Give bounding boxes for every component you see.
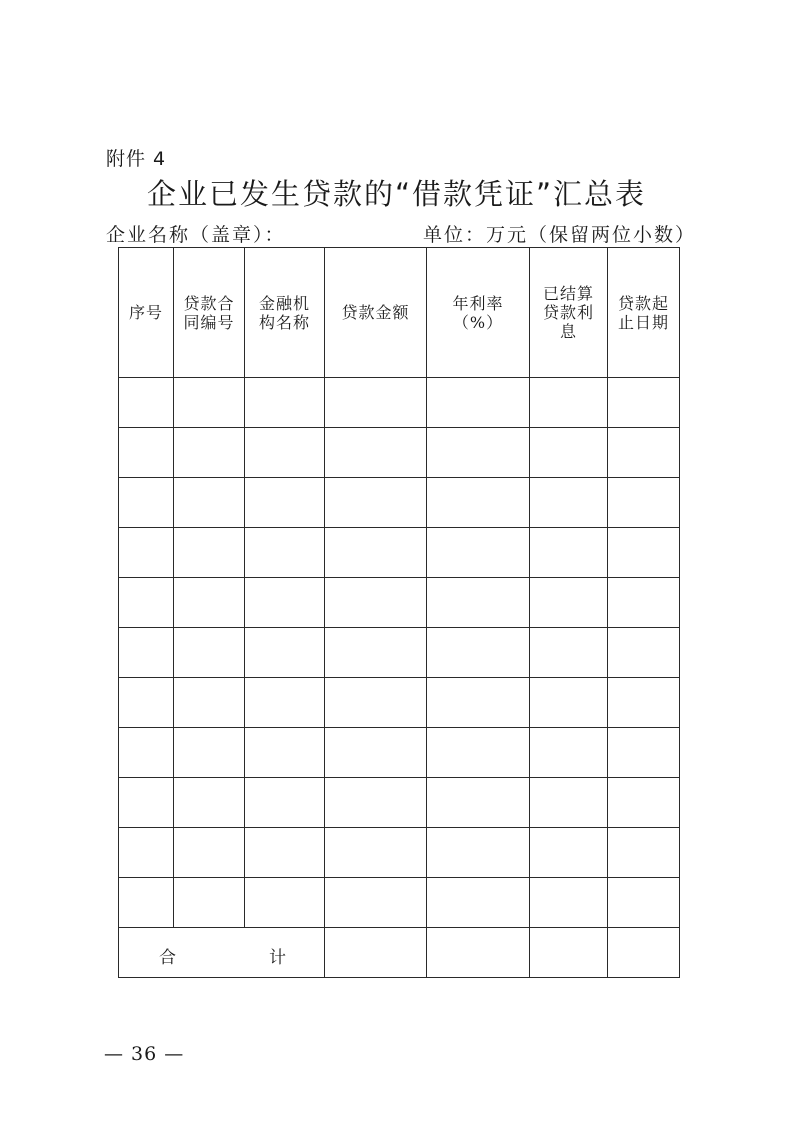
- table-row: [119, 528, 680, 578]
- header-rate-line: 年利率: [452, 293, 504, 313]
- cell-interest[interactable]: [530, 628, 608, 678]
- cell-period[interactable]: [608, 728, 680, 778]
- cell-institution[interactable]: [245, 678, 325, 728]
- cell-amount[interactable]: [325, 678, 427, 728]
- total-label-he: 合: [159, 948, 176, 968]
- cell-amount[interactable]: [325, 828, 427, 878]
- cell-institution[interactable]: [245, 378, 325, 428]
- table-row: [119, 878, 680, 928]
- cell-amount[interactable]: [325, 578, 427, 628]
- cell-institution[interactable]: [245, 828, 325, 878]
- cell-interest[interactable]: [530, 528, 608, 578]
- total-label-ji: 计: [269, 948, 286, 968]
- cell-seq[interactable]: [119, 828, 174, 878]
- cell-period[interactable]: [608, 428, 680, 478]
- cell-period[interactable]: [608, 878, 680, 928]
- cell-rate[interactable]: [427, 478, 530, 528]
- cell-seq[interactable]: [119, 728, 174, 778]
- header-interest: [530, 248, 608, 378]
- header-interest-line: 息: [559, 322, 577, 341]
- header-period-line: 止日期: [617, 312, 669, 332]
- cell-contract-no[interactable]: [174, 428, 245, 478]
- cell-contract-no[interactable]: [174, 828, 245, 878]
- cell-amount[interactable]: [325, 378, 427, 428]
- cell-interest[interactable]: [530, 478, 608, 528]
- cell-rate[interactable]: [427, 878, 530, 928]
- cell-contract-no[interactable]: [174, 478, 245, 528]
- company-name-label: 企业名称（盖章）：: [106, 224, 286, 246]
- cell-rate[interactable]: [427, 778, 530, 828]
- cell-seq[interactable]: [119, 778, 174, 828]
- header-period-line: 贷款起: [617, 293, 669, 313]
- cell-institution[interactable]: [245, 528, 325, 578]
- cell-seq[interactable]: [119, 378, 174, 428]
- cell-rate[interactable]: [427, 628, 530, 678]
- attachment-label: 附件 4: [106, 148, 167, 170]
- cell-interest[interactable]: [530, 778, 608, 828]
- cell-period[interactable]: [608, 528, 680, 578]
- header-institution: [245, 248, 325, 378]
- header-institution-line: 构名称: [258, 312, 310, 332]
- cell-seq[interactable]: [119, 878, 174, 928]
- page-number: — 36 —: [104, 1043, 185, 1065]
- cell-interest[interactable]: [530, 378, 608, 428]
- cell-institution[interactable]: [245, 728, 325, 778]
- cell-amount[interactable]: [325, 728, 427, 778]
- cell-contract-no[interactable]: [174, 578, 245, 628]
- cell-period[interactable]: [608, 828, 680, 878]
- cell-seq[interactable]: [119, 428, 174, 478]
- cell-amount[interactable]: [325, 778, 427, 828]
- header-interest-line: 贷款利: [542, 303, 594, 322]
- table-row: [119, 828, 680, 878]
- cell-institution[interactable]: [245, 878, 325, 928]
- cell-contract-no[interactable]: [174, 528, 245, 578]
- header-seq: [119, 248, 174, 378]
- cell-contract-no[interactable]: [174, 678, 245, 728]
- total-row: [119, 928, 680, 978]
- cell-amount[interactable]: [325, 428, 427, 478]
- cell-rate[interactable]: [427, 578, 530, 628]
- header-contract-no-line: 同编号: [183, 312, 235, 332]
- cell-rate[interactable]: [427, 828, 530, 878]
- header-contract-no: [174, 248, 245, 378]
- cell-interest[interactable]: [530, 828, 608, 878]
- cell-period[interactable]: [608, 578, 680, 628]
- cell-amount[interactable]: [325, 878, 427, 928]
- header-institution-line: 金融机: [258, 293, 310, 313]
- table-row: [119, 478, 680, 528]
- cell-amount[interactable]: [325, 628, 427, 678]
- total-rate-cell[interactable]: [427, 928, 530, 978]
- cell-amount[interactable]: [325, 478, 427, 528]
- cell-seq[interactable]: [119, 578, 174, 628]
- total-interest-cell[interactable]: [530, 928, 608, 978]
- document-title: 企业已发生贷款的“借款凭证”汇总表: [146, 177, 647, 211]
- cell-interest[interactable]: [530, 678, 608, 728]
- cell-institution[interactable]: [245, 578, 325, 628]
- cell-institution[interactable]: [245, 428, 325, 478]
- cell-seq[interactable]: [119, 678, 174, 728]
- table-row: [119, 428, 680, 478]
- total-label-cell: [119, 928, 325, 978]
- header-period: [608, 248, 680, 378]
- cell-interest[interactable]: [530, 878, 608, 928]
- total-period-cell[interactable]: [608, 928, 680, 978]
- cell-period[interactable]: [608, 478, 680, 528]
- cell-amount[interactable]: [325, 528, 427, 578]
- header-amount-line: 贷款金额: [341, 303, 410, 322]
- cell-seq[interactable]: [119, 528, 174, 578]
- cell-rate[interactable]: [427, 678, 530, 728]
- cell-interest[interactable]: [530, 578, 608, 628]
- header-row: [119, 248, 680, 378]
- cell-seq[interactable]: [119, 478, 174, 528]
- header-interest-line: 已结算: [542, 284, 594, 303]
- cell-period[interactable]: [608, 778, 680, 828]
- cell-institution[interactable]: [245, 628, 325, 678]
- cell-contract-no[interactable]: [174, 728, 245, 778]
- header-contract-no-line: 贷款合: [183, 293, 235, 313]
- cell-interest[interactable]: [530, 428, 608, 478]
- table-row: [119, 778, 680, 828]
- header-seq-line: 序号: [128, 303, 163, 322]
- loan-voucher-summary-table: [118, 247, 680, 978]
- table-row: [119, 628, 680, 678]
- cell-contract-no[interactable]: [174, 378, 245, 428]
- cell-seq[interactable]: [119, 628, 174, 678]
- cell-rate[interactable]: [427, 528, 530, 578]
- table-row: [119, 728, 680, 778]
- header-rate-line: （%）: [452, 312, 504, 332]
- table-row: [119, 678, 680, 728]
- cell-contract-no[interactable]: [174, 778, 245, 828]
- cell-contract-no[interactable]: [174, 878, 245, 928]
- header-amount: [325, 248, 427, 378]
- cell-rate[interactable]: [427, 728, 530, 778]
- cell-rate[interactable]: [427, 378, 530, 428]
- cell-period[interactable]: [608, 678, 680, 728]
- table-row: [119, 378, 680, 428]
- cell-period[interactable]: [608, 378, 680, 428]
- cell-institution[interactable]: [245, 778, 325, 828]
- cell-institution[interactable]: [245, 478, 325, 528]
- unit-label: 单位：万元（保留两位小数）: [423, 224, 697, 246]
- total-amount-cell[interactable]: [325, 928, 427, 978]
- table-row: [119, 578, 680, 628]
- table-body: [119, 378, 680, 978]
- cell-contract-no[interactable]: [174, 628, 245, 678]
- cell-period[interactable]: [608, 628, 680, 678]
- cell-rate[interactable]: [427, 428, 530, 478]
- cell-interest[interactable]: [530, 728, 608, 778]
- header-rate: [427, 248, 530, 378]
